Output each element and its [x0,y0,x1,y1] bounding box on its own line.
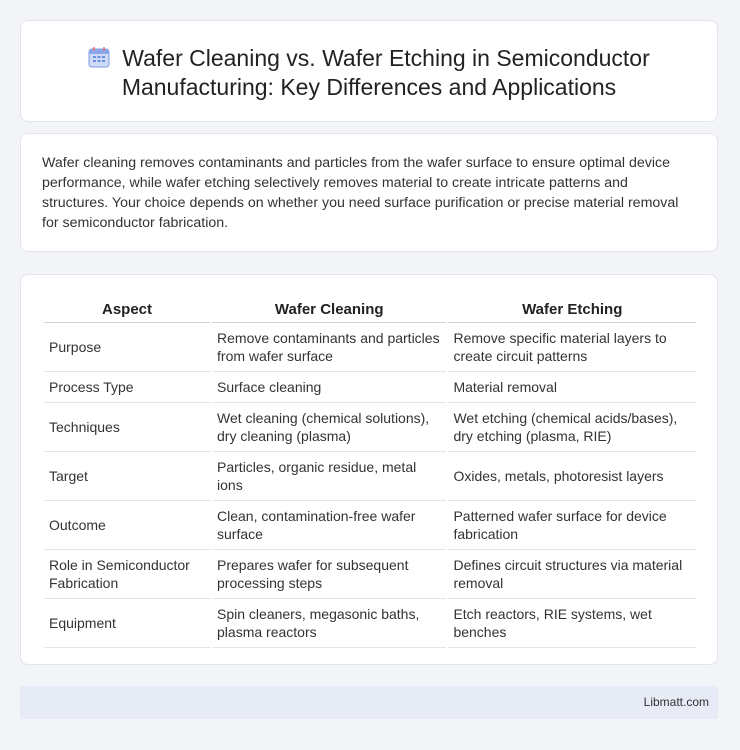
row-cleaning: Particles, organic residue, metal ions [212,452,446,501]
row-cleaning: Clean, contamination-free wafer surface [212,501,446,550]
header-wafer-etching: Wafer Etching [448,295,696,323]
row-etching: Material removal [448,372,696,403]
title-card [20,20,718,122]
row-aspect: Purpose [44,323,210,372]
row-cleaning: Prepares wafer for subsequent processing steps [212,550,446,599]
row-etching: Remove specific material layers to create circuit patterns [448,323,696,372]
row-cleaning: Remove contaminants and particles from wafer surface [212,323,446,372]
row-cleaning: Wet cleaning (chemical solutions), dry cleaning (plasma) [212,403,446,452]
row-etching: Defines circuit structures via material removal [448,550,696,599]
header-wafer-cleaning: Wafer Cleaning [212,295,446,323]
calendar-icon [88,46,110,68]
row-etching: Patterned wafer surface for device fabrication [448,501,696,550]
comparison-table [42,295,698,648]
row-aspect: Techniques [44,403,210,452]
row-cleaning: Surface cleaning [212,372,446,403]
title-line-1: Wafer Cleaning vs. Wafer Etching in Semiconductor [122,45,650,71]
row-etching: Oxides, metals, photoresist layers [448,452,696,501]
table-row [44,403,696,452]
table-row [44,550,696,599]
table-row [44,599,696,648]
row-etching: Etch reactors, RIE systems, wet benches [448,599,696,648]
title-line-2: Manufacturing: Key Differences and Applications [121,74,617,100]
row-aspect: Outcome [44,501,210,550]
row-aspect: Target [44,452,210,501]
table-row [44,452,696,501]
row-aspect: Process Type [44,372,210,403]
footer [20,686,718,719]
footer-brand-link[interactable]: Libmatt.com [643,695,709,709]
page-title [21,44,717,102]
summary-text: Wafer cleaning removes contaminants and particles from the wafer surface to ensure optimal device performance, while wafer etching selectively removes material to create intricate patterns and structures. Your choice depends on whether you need surface purification or precise material removal for semiconductor fabrication. [42,155,679,231]
row-aspect: Equipment [44,599,210,648]
comparison-card [20,274,718,665]
table-row [44,372,696,403]
summary-card [20,133,718,252]
table-row [44,501,696,550]
table-header-row [44,295,696,323]
row-cleaning: Spin cleaners, megasonic baths, plasma reactors [212,599,446,648]
row-aspect: Role in Semiconductor Fabrication [44,550,210,599]
table-row [44,323,696,372]
row-etching: Wet etching (chemical acids/bases), dry etching (plasma, RIE) [448,403,696,452]
header-aspect: Aspect [44,295,210,323]
